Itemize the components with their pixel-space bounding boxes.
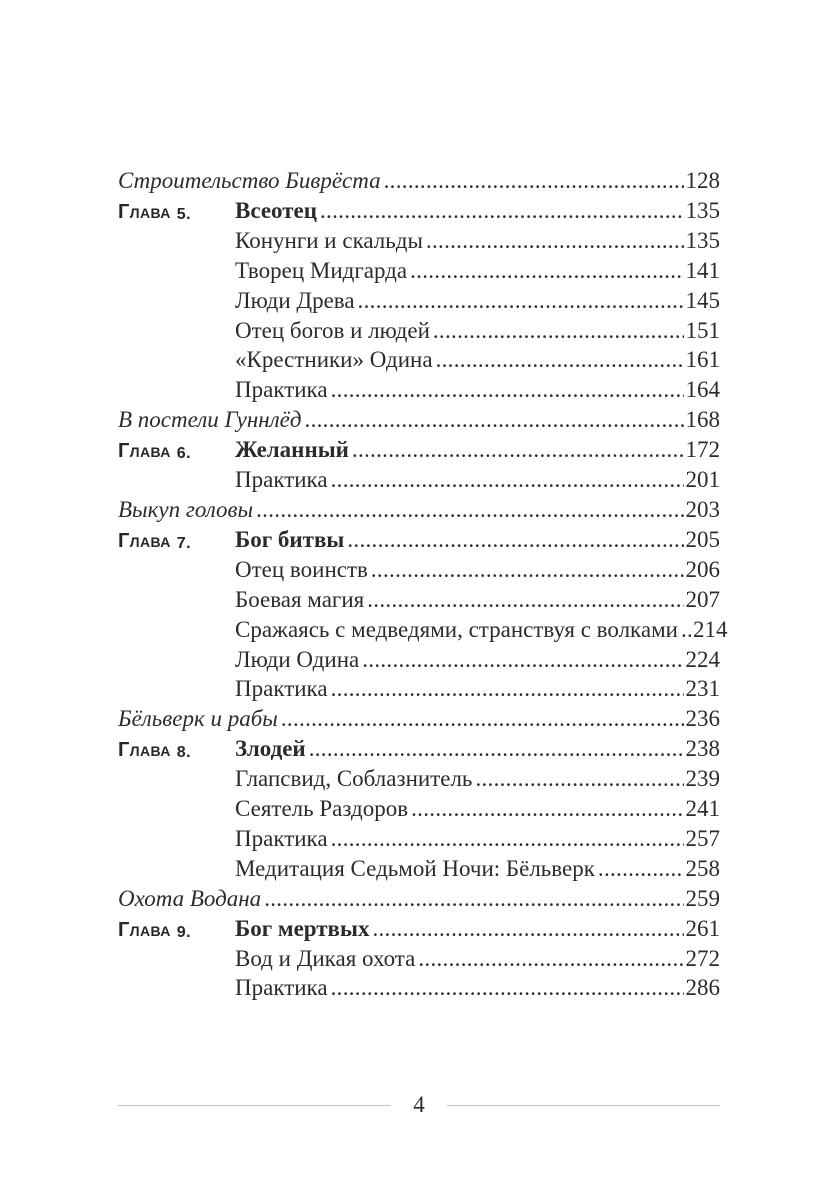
chapter-label [118, 856, 235, 887]
entry-title: Отец воинств [235, 556, 368, 582]
entry-title: Люди Древа [235, 287, 355, 313]
entry-title: Практика [235, 676, 328, 702]
entry-title: Отец богов и людей [235, 317, 430, 343]
toc-row [118, 495, 720, 525]
dot-leader [598, 854, 684, 884]
toc-row [118, 166, 720, 196]
chapter-label [118, 736, 235, 767]
page-footer [118, 1092, 720, 1118]
entry-title: Практика [235, 975, 328, 1001]
entry-title: Вод и Дикая охота [235, 945, 416, 971]
dot-leader [418, 944, 683, 974]
entry-page-number: 201 [685, 467, 720, 493]
chapter-label [118, 467, 235, 498]
entry-page-number: 261 [685, 915, 720, 941]
toc-row [118, 226, 720, 256]
dot-leader [426, 226, 684, 256]
chapter-label [118, 796, 235, 827]
entry-title: Всеотец [235, 197, 317, 223]
entry-page-number: 224 [685, 646, 720, 672]
entry-page-number: 258 [685, 855, 720, 881]
entry-title: Глапсвид, Соблазнитель [235, 766, 473, 792]
entry-page-number: 141 [685, 257, 720, 283]
chapter-label [118, 647, 235, 678]
chapter-label [118, 288, 235, 319]
chapter-label [118, 676, 235, 707]
entry-page-number: 286 [685, 975, 720, 1001]
entry-page-number: 151 [685, 317, 720, 343]
entry-page-number: 145 [685, 287, 720, 313]
toc-row [118, 435, 720, 465]
chapter-label [118, 198, 235, 229]
dot-leader [436, 345, 684, 375]
entry-page-number: 207 [685, 586, 720, 612]
toc-row [118, 973, 720, 1003]
toc-row [118, 764, 720, 794]
dot-leader [264, 884, 683, 914]
chapter-label [118, 258, 235, 289]
chapter-label [118, 975, 235, 1006]
toc-row [118, 674, 720, 704]
dot-leader [352, 435, 684, 465]
entry-page-number: 257 [685, 825, 720, 851]
dot-leader [475, 764, 683, 794]
chapter-label-number: 9. [176, 923, 191, 941]
chapter-label-number: 5. [176, 205, 191, 223]
entry-title: Злодей [235, 736, 306, 762]
toc-row [118, 405, 720, 435]
entry-title: Охота Водана [118, 885, 262, 911]
dot-leader [358, 286, 684, 316]
toc-row [118, 645, 720, 675]
entry-title: Сражаясь с медведями, странствуя с волками [235, 616, 678, 642]
entry-page-number: 128 [685, 168, 720, 193]
toc-row [118, 794, 720, 824]
entry-page-number: 164 [685, 377, 720, 403]
entry-title: Бёльверк и рабы [118, 706, 278, 732]
toc-row [118, 316, 720, 346]
dot-leader [331, 973, 684, 1003]
entry-title: Практика [235, 377, 328, 403]
chapter-label [118, 318, 235, 349]
dot-leader [309, 734, 684, 764]
chapter-label-word: Глава [118, 918, 171, 941]
dot-leader [320, 196, 684, 226]
entry-page-number: 214 [692, 616, 728, 642]
chapter-label-word: Глава [118, 440, 171, 463]
entry-page-number: 238 [685, 736, 720, 762]
footer-rule-left [118, 1105, 391, 1106]
entry-page-number: 135 [685, 197, 720, 223]
toc-row [118, 465, 720, 495]
chapter-label [118, 347, 235, 378]
entry-page-number: 161 [685, 347, 720, 373]
toc-row [118, 585, 720, 615]
entry-title: Желанный [235, 437, 349, 463]
dot-leader [256, 495, 683, 525]
dot-leader [331, 824, 684, 854]
chapter-label [118, 437, 235, 468]
folio-page-number: 4 [413, 1092, 425, 1117]
toc-row [118, 615, 728, 645]
dot-leader [331, 465, 684, 495]
footer-rule-right [447, 1105, 720, 1106]
entry-title: Выкуп головы [118, 496, 254, 522]
chapter-label-word: Глава [118, 739, 171, 762]
chapter-label [118, 946, 235, 977]
toc-row [118, 345, 720, 375]
entry-page-number: 236 [685, 706, 720, 732]
chapter-label-word: Глава [118, 200, 171, 223]
dot-leader [331, 674, 684, 704]
entry-title: Бог мертвых [235, 915, 370, 941]
entry-page-number: 272 [685, 945, 720, 971]
entry-page-number: 206 [685, 556, 720, 582]
dot-leader [281, 704, 684, 734]
entry-title: Творец Мидгарда [235, 257, 408, 283]
entry-page-number: 241 [685, 796, 720, 822]
dot-leader [362, 645, 683, 675]
entry-title: В постели Гуннлёд [118, 407, 302, 433]
toc-row [118, 375, 720, 405]
toc-row [118, 884, 720, 914]
entry-title: Практика [235, 467, 328, 493]
entry-title: Бог битвы [235, 526, 345, 552]
chapter-label [118, 587, 235, 618]
toc-row [118, 196, 720, 226]
entry-title: Строительство Биврёста [118, 168, 381, 193]
chapter-label [118, 377, 235, 408]
chapter-label-number: 7. [176, 534, 191, 552]
chapter-label [118, 916, 235, 947]
dot-leader [331, 375, 684, 405]
entry-title: Боевая магия [235, 586, 365, 612]
entry-title: Конунги и скальды [235, 227, 423, 253]
entry-page-number: 239 [685, 766, 720, 792]
entry-page-number: 259 [685, 885, 720, 911]
dot-leader [305, 405, 684, 435]
chapter-label-number: 6. [176, 445, 191, 463]
toc-list [118, 166, 728, 1003]
toc-row [118, 256, 720, 286]
entry-title: Сеятель Раздоров [235, 796, 409, 822]
dot-leader [410, 256, 683, 286]
entry-title: Практика [235, 825, 328, 851]
toc-row [118, 734, 720, 764]
entry-title: «Крестники» Одина [235, 347, 433, 373]
entry-title: Люди Одина [235, 646, 360, 672]
dot-leader [681, 615, 691, 645]
toc-row [118, 944, 720, 974]
dot-leader [371, 555, 684, 585]
toc-row [118, 555, 720, 585]
chapter-label [118, 557, 235, 588]
chapter-label [118, 527, 235, 558]
chapter-label [118, 826, 235, 857]
chapter-label-number: 8. [176, 744, 191, 762]
chapter-label [118, 617, 235, 648]
dot-leader [384, 166, 684, 196]
toc-row [118, 286, 720, 316]
entry-title: Медитация Седьмой Ночи: Бёльверк [235, 855, 595, 881]
chapter-label-word: Глава [118, 529, 171, 552]
dot-leader [433, 316, 684, 346]
dot-leader [367, 585, 683, 615]
toc-row [118, 914, 720, 944]
toc-row [118, 824, 720, 854]
entry-page-number: 172 [685, 437, 720, 463]
toc-row [118, 854, 720, 884]
toc-row [118, 704, 720, 734]
chapter-label [118, 228, 235, 259]
entry-page-number: 231 [685, 676, 720, 702]
toc-row [118, 525, 720, 555]
entry-page-number: 203 [685, 496, 720, 522]
chapter-label [118, 766, 235, 797]
dot-leader [411, 794, 683, 824]
entry-page-number: 168 [685, 407, 720, 433]
dot-leader [372, 914, 683, 944]
entry-page-number: 135 [685, 227, 720, 253]
dot-leader [347, 525, 683, 555]
entry-page-number: 205 [685, 526, 720, 552]
